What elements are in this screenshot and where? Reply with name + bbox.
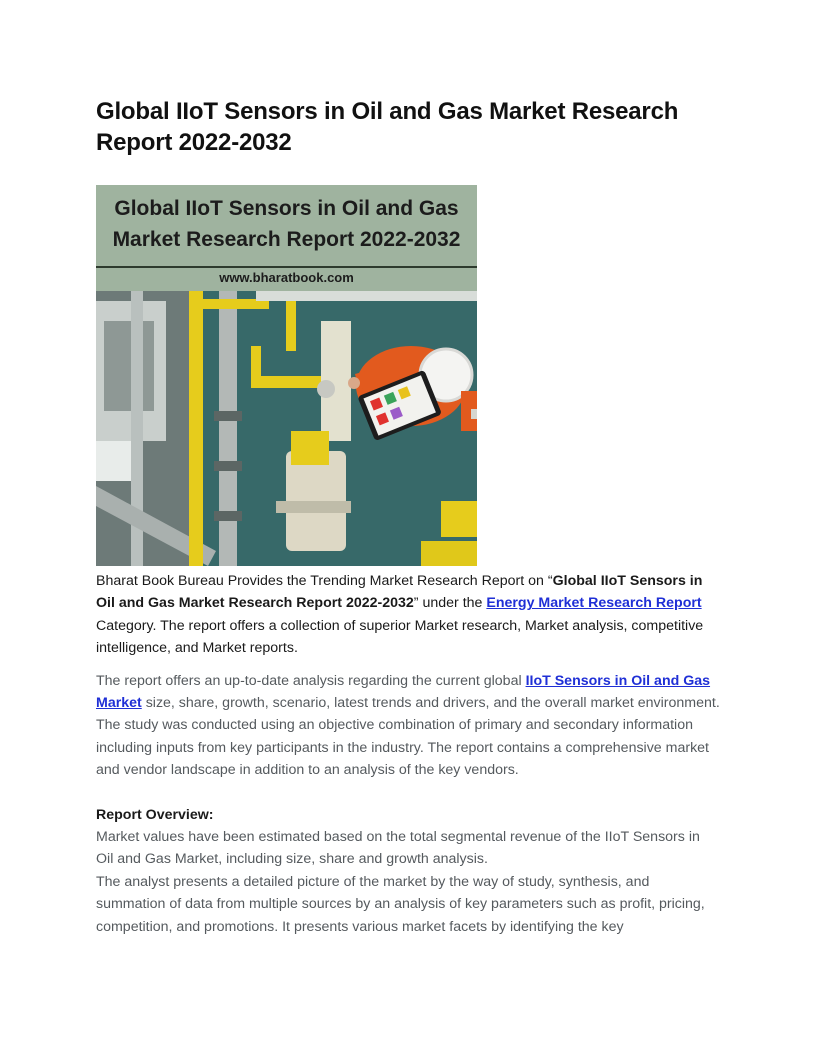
document-page: [96, 96, 720, 938]
page-title: Global IIoT Sensors in Oil and Gas Market Research Report 2022-2032: [96, 98, 679, 156]
energy-report-link[interactable]: Energy Market Research Report: [486, 595, 702, 612]
banner-title-line1: Global IIoT Sensors in Oil and Gas: [114, 197, 459, 220]
intro-text-2: ” under the: [413, 595, 487, 612]
intro-paragraph: [96, 570, 720, 660]
analysis-text: The report offers an up-to-date analysis regarding the current global: [96, 672, 526, 689]
overview-heading-text: Report Overview:: [96, 806, 214, 823]
report-name-bold: Global IIoT Sensors in Oil and Gas Market Research Report 2022-2032: [96, 573, 703, 612]
analysis-text-2: size, share, growth, scenario, latest trends and drivers, and the overall market environment.: [141, 695, 720, 712]
market-link[interactable]: IIoT Sensors in Oil and Gas Market: [96, 672, 711, 712]
banner-url: www.bharatbook.com: [219, 270, 354, 285]
oil-gas-worker-photo: [96, 291, 477, 566]
report-banner-image: [96, 185, 477, 566]
banner-title: [96, 193, 477, 255]
intro-text-3: Category. The report offers a collection of superior Market research, Market analysis, competitive intelligence, and Market reports.: [96, 617, 704, 657]
analysis-paragraph: [96, 670, 720, 715]
overview-paragraph-2: The analyst presents a detailed picture of the market by the way of study, synthesis, and summation of data from multiple sources by an analysis of key parameters such as profit, pricing, competition, and promotions. It presents various market facets by identifying the key: [96, 873, 705, 935]
overview-heading: [96, 804, 720, 826]
banner-title-line2: Market Research Report 2022-2032: [112, 228, 461, 251]
banner-header: [96, 185, 477, 291]
study-paragraph: The study was conducted using an objective combination of primary and secondary information including inputs from key participants in the industry. The report contains a comprehensive market and vendor landscape in addition to an analysis of the key vendors.: [96, 717, 709, 779]
intro-text: Bharat Book Bureau Provides the Trending Market Research Report on “: [96, 573, 553, 589]
report-body: [96, 570, 720, 938]
overview-paragraph-1: Market values have been estimated based on the total segmental revenue of the IIoT Sensors in Oil and Gas Market, including size, share and growth analysis.: [96, 829, 700, 868]
